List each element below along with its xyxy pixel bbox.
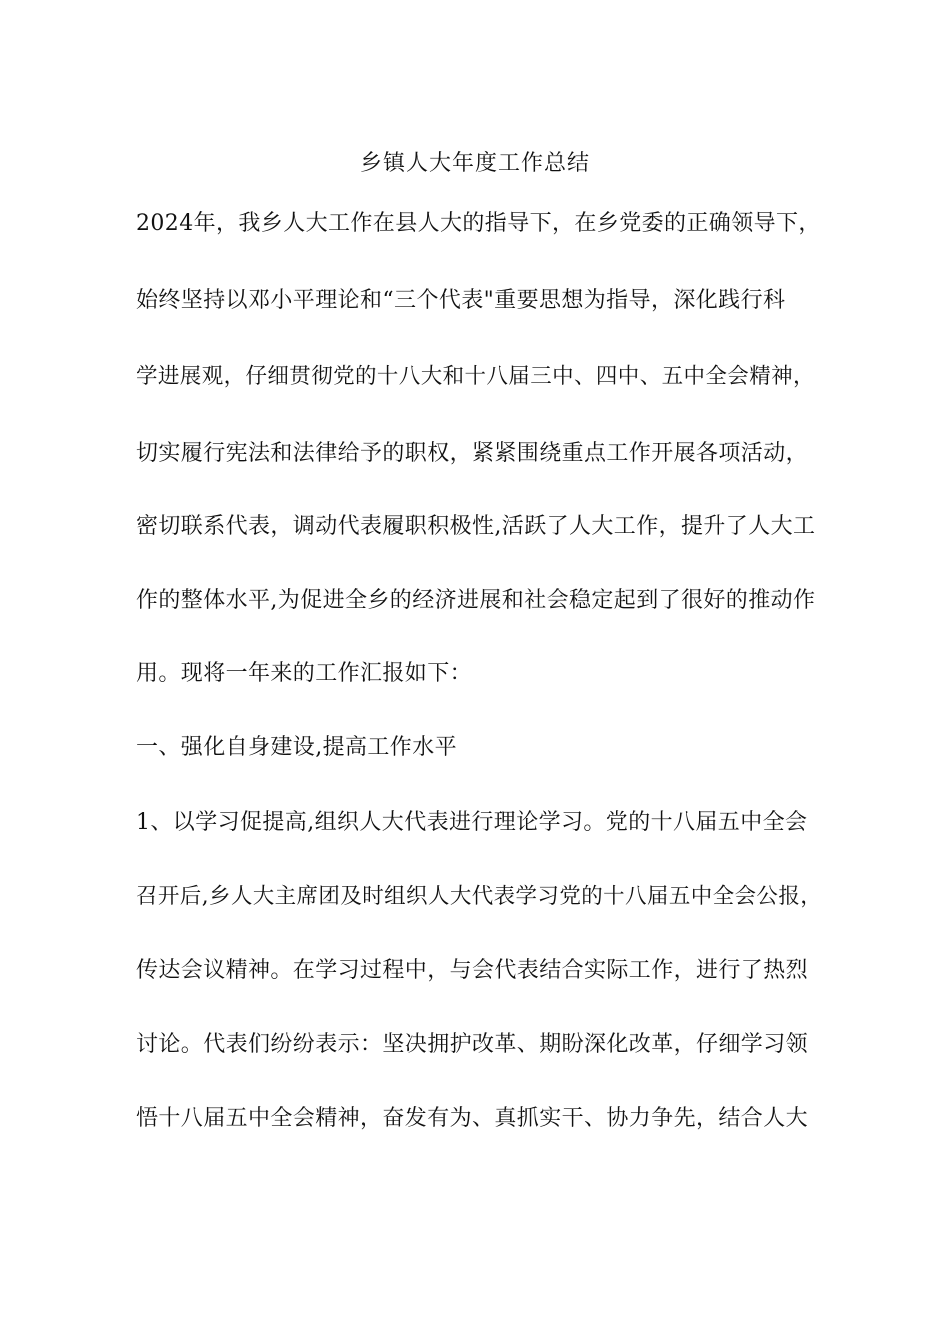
paragraph-line: 传达会议精神。在学习过程中，与会代表结合实际工作，进行了热烈	[136, 958, 809, 983]
paragraph-line: 始终坚持以邓小平理论和“三个代表"重要思想为指导，深化践行科	[136, 288, 786, 313]
paragraph-line: 用。现将一年来的工作汇报如下：	[136, 661, 473, 686]
paragraph-line: 讨论。代表们纷纷表示：坚决拥护改革、期盼深化改革，仔细学习领	[136, 1032, 809, 1057]
document-title: 乡镇人大年度工作总结	[359, 151, 590, 176]
paragraph-line: 悟十八届五中全会精神，奋发有为、真抓实干、协力争先，结合人大	[136, 1106, 809, 1131]
paragraph-line: 密切联系代表，调动代表履职积极性,活跃了人大工作，提升了人大工	[136, 514, 816, 539]
paragraph-line: 切实履行宪法和法律给予的职权，紧紧围绕重点工作开展各项活动，	[136, 441, 809, 466]
paragraph-line: 作的整体水平,为促进全乡的经济进展和社会稳定起到了很好的推动作	[136, 588, 816, 613]
paragraph-line: 2024年，我乡人大工作在县人大的指导下，在乡党委的正确领导下，	[136, 211, 821, 236]
paragraph-line: 召开后,乡人大主席团及时组织人大代表学习党的十八届五中全会公报，	[136, 884, 823, 909]
paragraph-line: 学进展观，仔细贯彻党的十八大和十八届三中、四中、五中全会精神，	[136, 364, 815, 389]
section-heading: 一、强化自身建设,提高工作水平	[136, 735, 457, 760]
paragraph-line: 1、以学习促提高,组织人大代表进行理论学习。党的十八届五中全会	[136, 810, 808, 835]
